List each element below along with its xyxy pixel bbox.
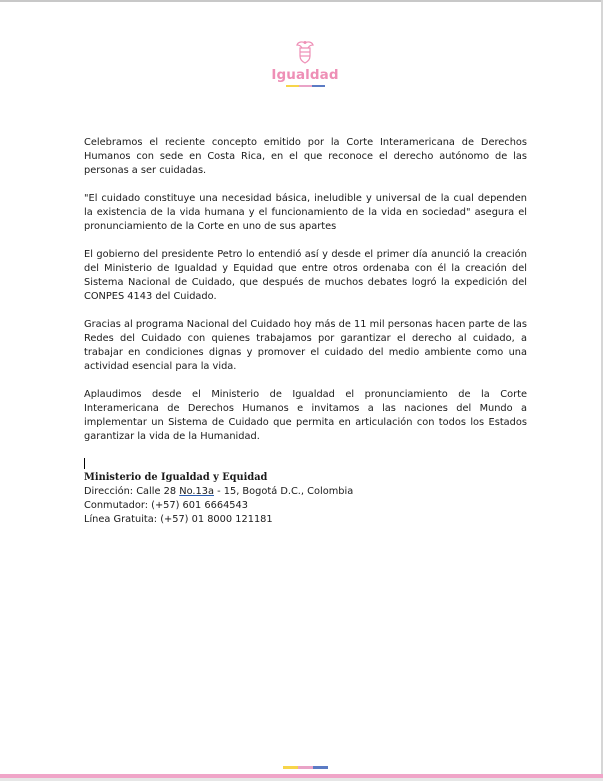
page-top-border	[0, 0, 603, 2]
body-paragraph: "El cuidado constituye una necesidad básica, ineludible y universal de la cual dependen la existencia de la vida humana y el funcionamiento de la vida en sociedad" asegura el pronunciamiento de la Corte en uno de sus apartes	[84, 193, 527, 232]
coat-of-arms-icon	[293, 40, 317, 66]
igualdad-logo	[262, 40, 348, 87]
logo-color-stripe	[262, 85, 348, 87]
footer-stripe-yellow	[283, 766, 298, 769]
footer-stripe-blue	[313, 766, 328, 769]
body-paragraph: Celebramos el reciente concepto emitido por la Corte Interamericana de Derechos Humanos con sede en Costa Rica, en el que reconoce el derecho autónomo de las personas a ser cuidadas.	[84, 137, 527, 176]
document-body	[84, 136, 527, 458]
logo-stripe-pink	[299, 85, 312, 87]
footer-stripe-pink	[298, 766, 313, 769]
body-paragraph: Gracias al programa Nacional del Cuidado hoy más de 11 mil personas hacen parte de las Redes del Cuidado con quienes trabajamos por garantizar el derecho al cuidado, a trabajar en condiciones dignas y promover el cuidado del medio ambiente como una actividad esencial para la vida.	[84, 319, 527, 372]
address-prefix: Dirección: Calle 28	[84, 486, 180, 497]
address-suffix: - 15, Bogotá D.C., Colombia	[213, 486, 354, 497]
text-cursor[interactable]	[84, 458, 85, 469]
phone-line: Conmutador: (+57) 601 6664543	[84, 500, 249, 511]
body-paragraph: Aplaudimos desde el Ministerio de Igualdad el pronunciamiento de la Corte Interamericana de Derechos Humanos e invitamos a las naciones del Mundo a implementar un Sistema de Cuidado que permita en articulación con todos los Estados garantizar la vida de la Humanidad.	[84, 389, 527, 442]
toll-free-line: Línea Gratuita: (+57) 01 8000 121181	[84, 514, 273, 525]
address-line	[84, 485, 484, 499]
signature-title: Ministerio de Igualdad y Equidad	[84, 472, 268, 483]
signature-block	[84, 471, 484, 527]
body-paragraph: El gobierno del presidente Petro lo entendió así y desde el primer día anunció la creación del Ministerio de Igualdad y Equidad que entre otros ordenaba con él la creación del Sistema Nacional de Cuidado, que después de muchos debates logró la expedición del CONPES 4143 del Cuidado.	[84, 249, 527, 302]
logo-stripe-yellow	[286, 85, 299, 87]
footer-color-stripe	[283, 766, 328, 769]
logo-wordmark: Igualdad	[271, 67, 339, 83]
logo-stripe-blue	[312, 85, 325, 87]
address-link[interactable]: No.13a	[179, 486, 214, 497]
